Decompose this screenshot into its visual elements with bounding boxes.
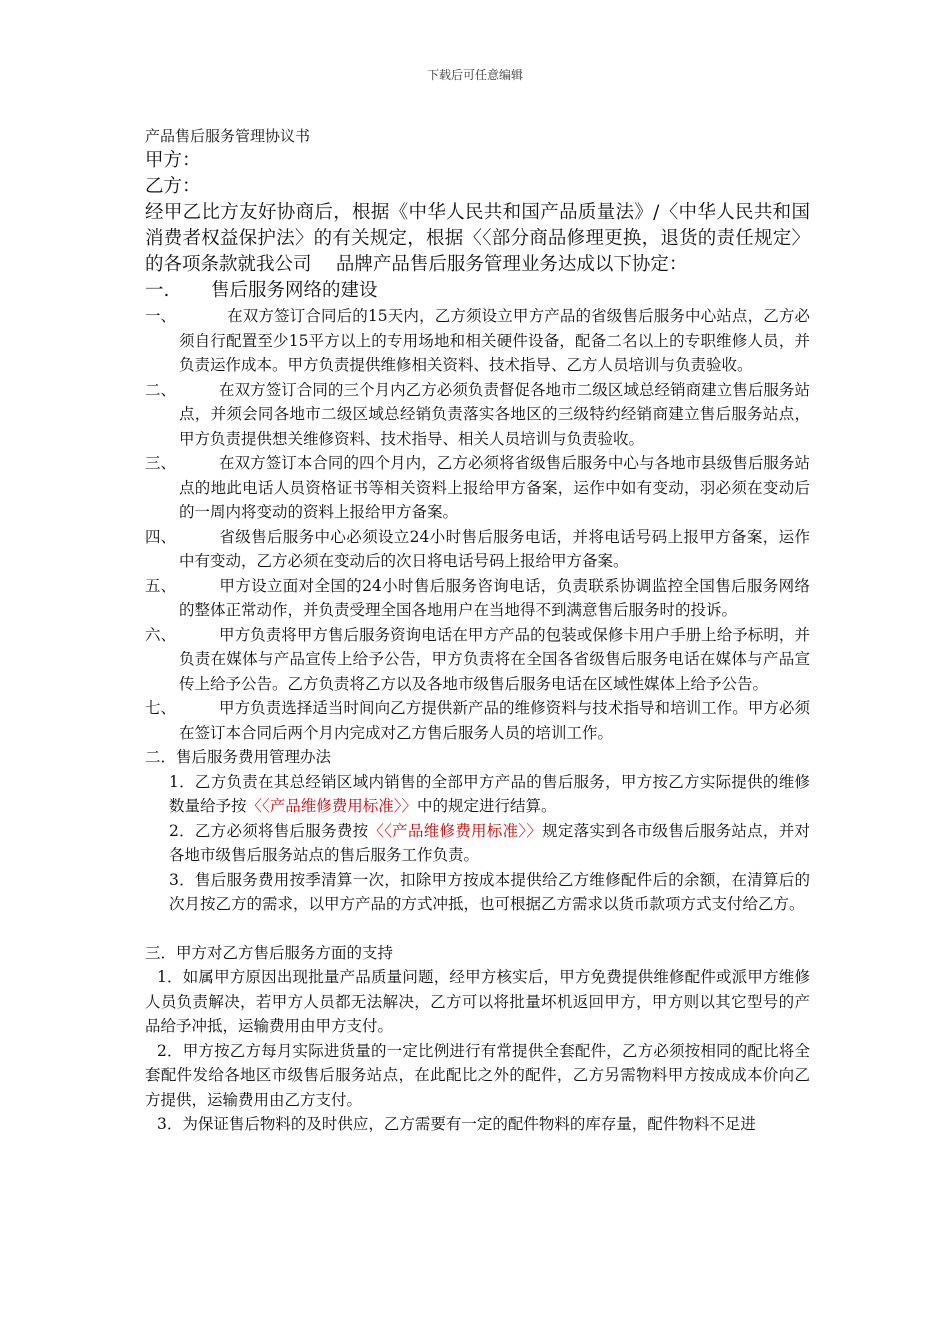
clause-item (145, 574, 810, 623)
section-2-heading: 二．售后服务费用管理办法 (145, 748, 332, 766)
clause-item (145, 525, 810, 574)
fee-clause-text: 规定落实到各市级售后服务站点，并对各地市级售后服务站点的售后服务工作负责。 (169, 821, 810, 864)
fee-clause-text: 1．乙方负责在其总经销区域内销售的全部甲方产品的售后服务，甲方按乙方实际提供的维修数量给予按 (169, 772, 810, 815)
preamble: 经甲乙比方友好协商后，根据《中华人民共和国产品质量法》/〈中华人民共和国消费者权益保护法〉的有关规定，根据〈〈部分商品修理更换，退货的责任规定〉的各项条款就我公司 品牌产品售后服务管理业务达成以下协定： (145, 202, 810, 275)
clause-number: 一、 (145, 307, 177, 325)
clause-item (145, 304, 810, 378)
clause-number: 三、 (145, 454, 177, 472)
fee-clause (145, 819, 810, 868)
fee-clause-text: 3．售后服务费用按季清算一次，扣除甲方按成本提供给乙方维修配件后的余额，在清算后的次月按乙方的需求，以甲方产品的方式冲抵，也可根据乙方需求以货币款项方式支付给乙方。 (169, 870, 810, 913)
fee-clause-text: 2．乙方必须将售后服务费按 (169, 821, 369, 840)
clause-number: 七、 (145, 699, 177, 717)
section-3-heading: 三．甲方对乙方售后服务方面的支持 (145, 943, 394, 962)
clause-number: 二、 (145, 380, 177, 399)
fee-standard-reference: 〈〈产品维修费用标准〉〉 (368, 821, 543, 840)
clause-number: 五、 (145, 576, 177, 595)
support-clause: 3．为保证售后物料的及时供应，乙方需要有一定的配件物料的库存量，配件物料不足进 (157, 1115, 756, 1133)
fee-standard-reference: 〈〈产品维修费用标准〉〉 (246, 797, 418, 815)
fee-clause-text: 中的规定进行结算。 (417, 797, 557, 815)
clause-item (145, 378, 810, 452)
section-1-number: 一. (145, 280, 170, 301)
section-1-title: 售后服务网络的建设 (211, 280, 378, 301)
clause-text: 甲方设立面对全国的24小时售后服务咨询电话，负责联系协调监控全国售后服务网络的整体正常动作，并负责受理全国各地用户在当地得不到满意售后服务时的投诉。 (179, 576, 810, 619)
clause-item (145, 451, 810, 525)
clause-text: 甲方负责选择适当时间向乙方提供新产品的维修资料与技术指导和培训工作。甲方必须在签订本合同后两个月内完成对乙方售后服务人员的培训工作。 (179, 699, 810, 742)
support-clause: 2．甲方按乙方每月实际进货量的一定比例进行有常提供全套配件，乙方必须按相同的配比将全套配件发给各地区市级售后服务站点，在此配比之外的配件，乙方另需物料甲方按成成本价向乙方提供，运输费用由乙方支付。 (145, 1041, 810, 1109)
document-title: 产品售后服务管理协议书 (145, 127, 311, 145)
clause-item (145, 696, 810, 745)
clause-item (145, 623, 810, 697)
clause-text: 在双方签订合同后的15天内，乙方须设立甲方产品的省级售后服务中心站点，乙方必须自行配置至少15平方以上的专用场地和相关硬件设备，配备二名以上的专职维修人员，并负责运作成本。甲方负责提供维修相关资料、技术指导、乙方人员培训与负责验收。 (179, 307, 810, 374)
support-clause: 1．如属甲方原因出现批量产品质量问题，经甲方核实后，甲方免费提供维修配件或派甲方维修人员负责解决，若甲方人员都无法解决，乙方可以将批量坏机返回甲方，甲方则以其它型号的产品给予冲抵，运输费用由甲方支付。 (145, 968, 810, 1035)
document-body (145, 124, 810, 1137)
blank-line (145, 917, 810, 941)
party-b-line: 乙方： (145, 176, 201, 197)
section-1-heading (145, 278, 810, 304)
party-a-line: 甲方： (145, 150, 201, 171)
clause-text: 在双方签订合同的三个月内乙方必须负责督促各地市二级区域总经销商建立售后服务站点，并须会同各地市二级区域总经销负责落实各地区的三级特约经销商建立售后服务站点，甲方负责提供想关维修资料、技术指导、相关人员培训与负责验收。 (179, 380, 810, 448)
clause-text: 省级售后服务中心必须设立24小时售后服务电话，并将电话号码上报甲方备案，运作中有变动，乙方必须在变动后的次日将电话号码上报给甲方备案。 (179, 527, 810, 570)
clause-text: 在双方签订本合同的四个月内，乙方必须将省级售后服务中心与各地市县级售后服务站点的地此电话人员资格证书等相关资料上报给甲方备案，运作中如有变动，羽必须在变动后的一周内将变动的资料上报给甲方备案。 (179, 454, 810, 521)
fee-clause (145, 770, 810, 819)
clause-number: 六、 (145, 625, 177, 644)
clause-number: 四、 (145, 527, 177, 546)
fee-clause (145, 868, 810, 917)
clause-text: 甲方负责将甲方售后服务资询电话在甲方产品的包装或保修卡用户手册上给予标明，并负责在媒体与产品宣传上给予公告，甲方负责将在全国各省级售后服务电话在媒体与产品宣传上给予公告。乙方负责将乙方以及各地市级售后服务电话在区域性媒体上给予公告。 (179, 625, 810, 693)
page-header: 下载后可任意编辑 (426, 68, 523, 82)
